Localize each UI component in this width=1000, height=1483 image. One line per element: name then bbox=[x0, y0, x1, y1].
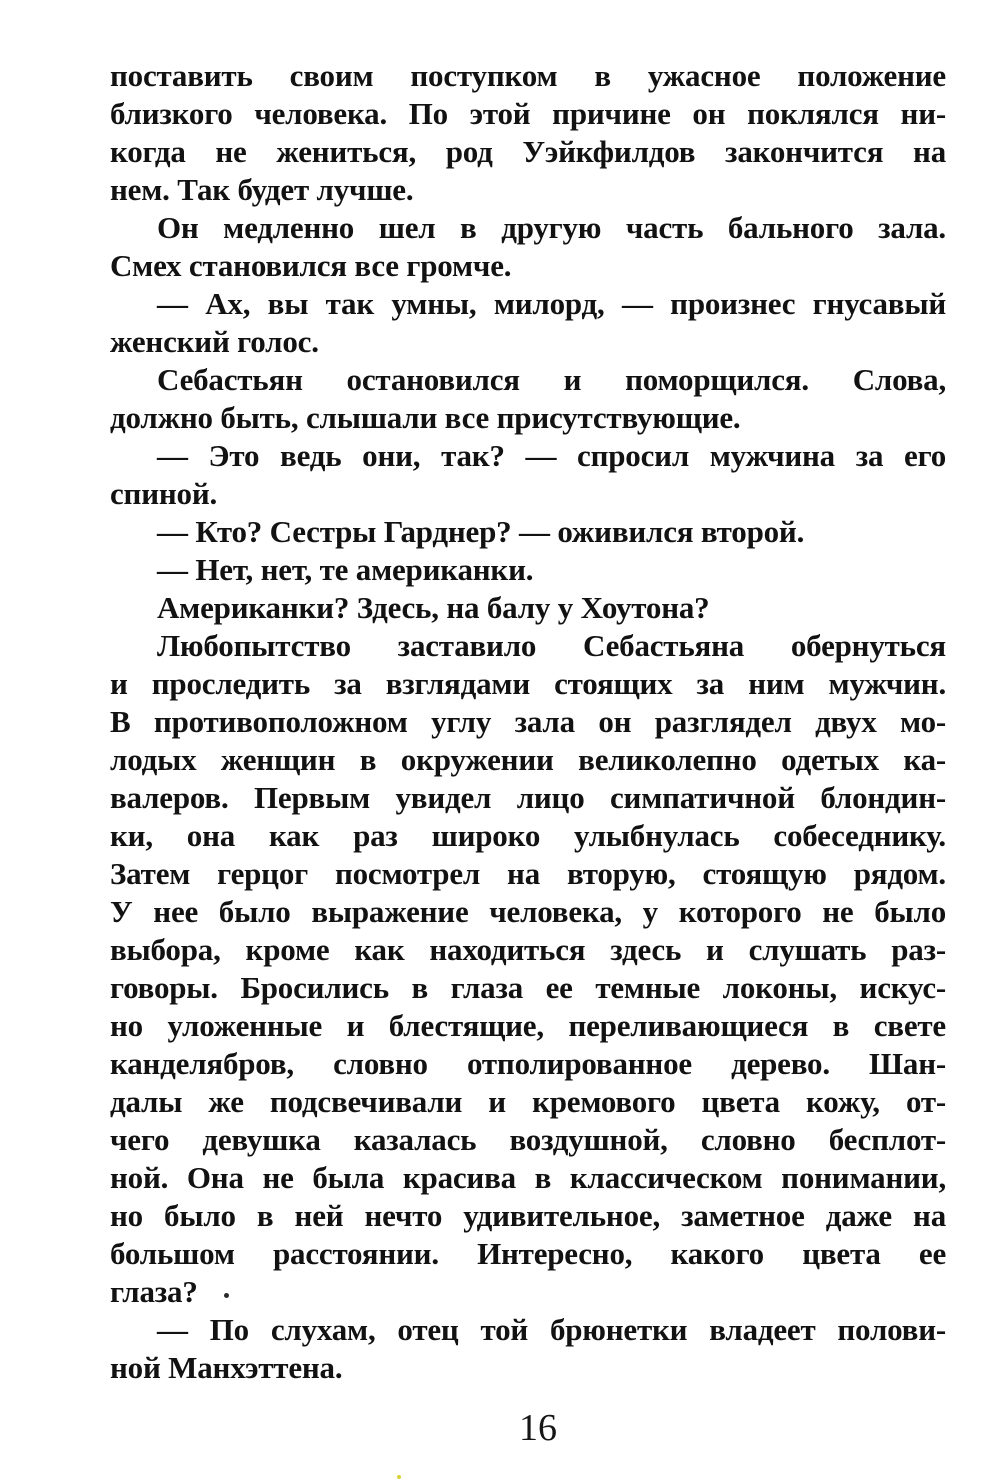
text-line: и проследить за взглядами стоящих за ним мужчин. bbox=[110, 666, 946, 701]
text-line: канделябров, словно отполированное дерево. Шан- bbox=[110, 1046, 946, 1081]
yellow-speck bbox=[397, 1475, 401, 1479]
text-line: но уложенные и блестящие, переливающиеся в свете bbox=[110, 1008, 946, 1043]
text-line: близкого человека. По этой причине он поклялся ни- bbox=[110, 96, 946, 131]
text-line: должно быть, слышали все присутствующие. bbox=[110, 400, 741, 435]
text-block bbox=[110, 57, 946, 1387]
text-line: — Кто? Сестры Гарднер? — оживился второй. bbox=[157, 514, 805, 549]
text-line: выбора, кроме как находиться здесь и слушать раз- bbox=[110, 932, 946, 967]
text-line: У нее было выражение человека, у которого не было bbox=[110, 894, 946, 929]
text-line: ной. Она не была красива в классическом понимании, bbox=[110, 1160, 946, 1195]
text-line: В противоположном углу зала он разглядел двух мо- bbox=[110, 704, 946, 739]
text-line: когда не жениться, род Уэйкфилдов закончится на bbox=[110, 134, 946, 169]
text-line: спиной. bbox=[110, 476, 218, 511]
text-line: Американки? Здесь, на балу у Хоутона? bbox=[157, 590, 710, 625]
text-line: нем. Так будет лучше. bbox=[110, 172, 414, 207]
text-line: Затем герцог посмотрел на вторую, стоящую рядом. bbox=[110, 856, 946, 891]
text-line: далы же подсвечивали и кремового цвета кожу, от- bbox=[110, 1084, 946, 1119]
text-line: поставить своим поступком в ужасное положение bbox=[110, 58, 946, 93]
text-line: Смех становился все громче. bbox=[110, 248, 512, 283]
page-number: 16 bbox=[519, 1407, 557, 1449]
text-line: ки, она как раз широко улыбнулась собеседнику. bbox=[110, 818, 946, 853]
text-line: большом расстоянии. Интересно, какого цвета ее bbox=[110, 1236, 946, 1271]
ink-speck bbox=[224, 1293, 229, 1298]
text-line: чего девушка казалась воздушной, словно бесплот- bbox=[110, 1122, 946, 1157]
text-line: женский голос. bbox=[110, 324, 319, 359]
text-line: — Ах, вы так умны, милорд, — произнес гнусавый bbox=[157, 286, 946, 321]
text-line: ной Манхэттена. bbox=[110, 1350, 343, 1385]
text-line: Любопытство заставило Себастьяна обернуться bbox=[157, 628, 946, 663]
text-line: глаза? bbox=[110, 1274, 198, 1309]
text-line: — Нет, нет, те американки. bbox=[157, 552, 534, 587]
text-line: — По слухам, отец той брюнетки владеет полови- bbox=[157, 1312, 946, 1347]
text-line: Себастьян остановился и поморщился. Слова, bbox=[157, 362, 946, 397]
text-line: но было в ней нечто удивительное, заметное даже на bbox=[110, 1198, 946, 1233]
text-line: Он медленно шел в другую часть бального зала. bbox=[157, 210, 946, 245]
text-line: говоры. Бросились в глаза ее темные локоны, искус- bbox=[110, 970, 946, 1005]
text-line: лодых женщин в окружении великолепно одетых ка- bbox=[110, 742, 946, 777]
text-line: — Это ведь они, так? — спросил мужчина за его bbox=[157, 438, 946, 473]
text-line: валеров. Первым увидел лицо симпатичной блондин- bbox=[110, 780, 946, 815]
